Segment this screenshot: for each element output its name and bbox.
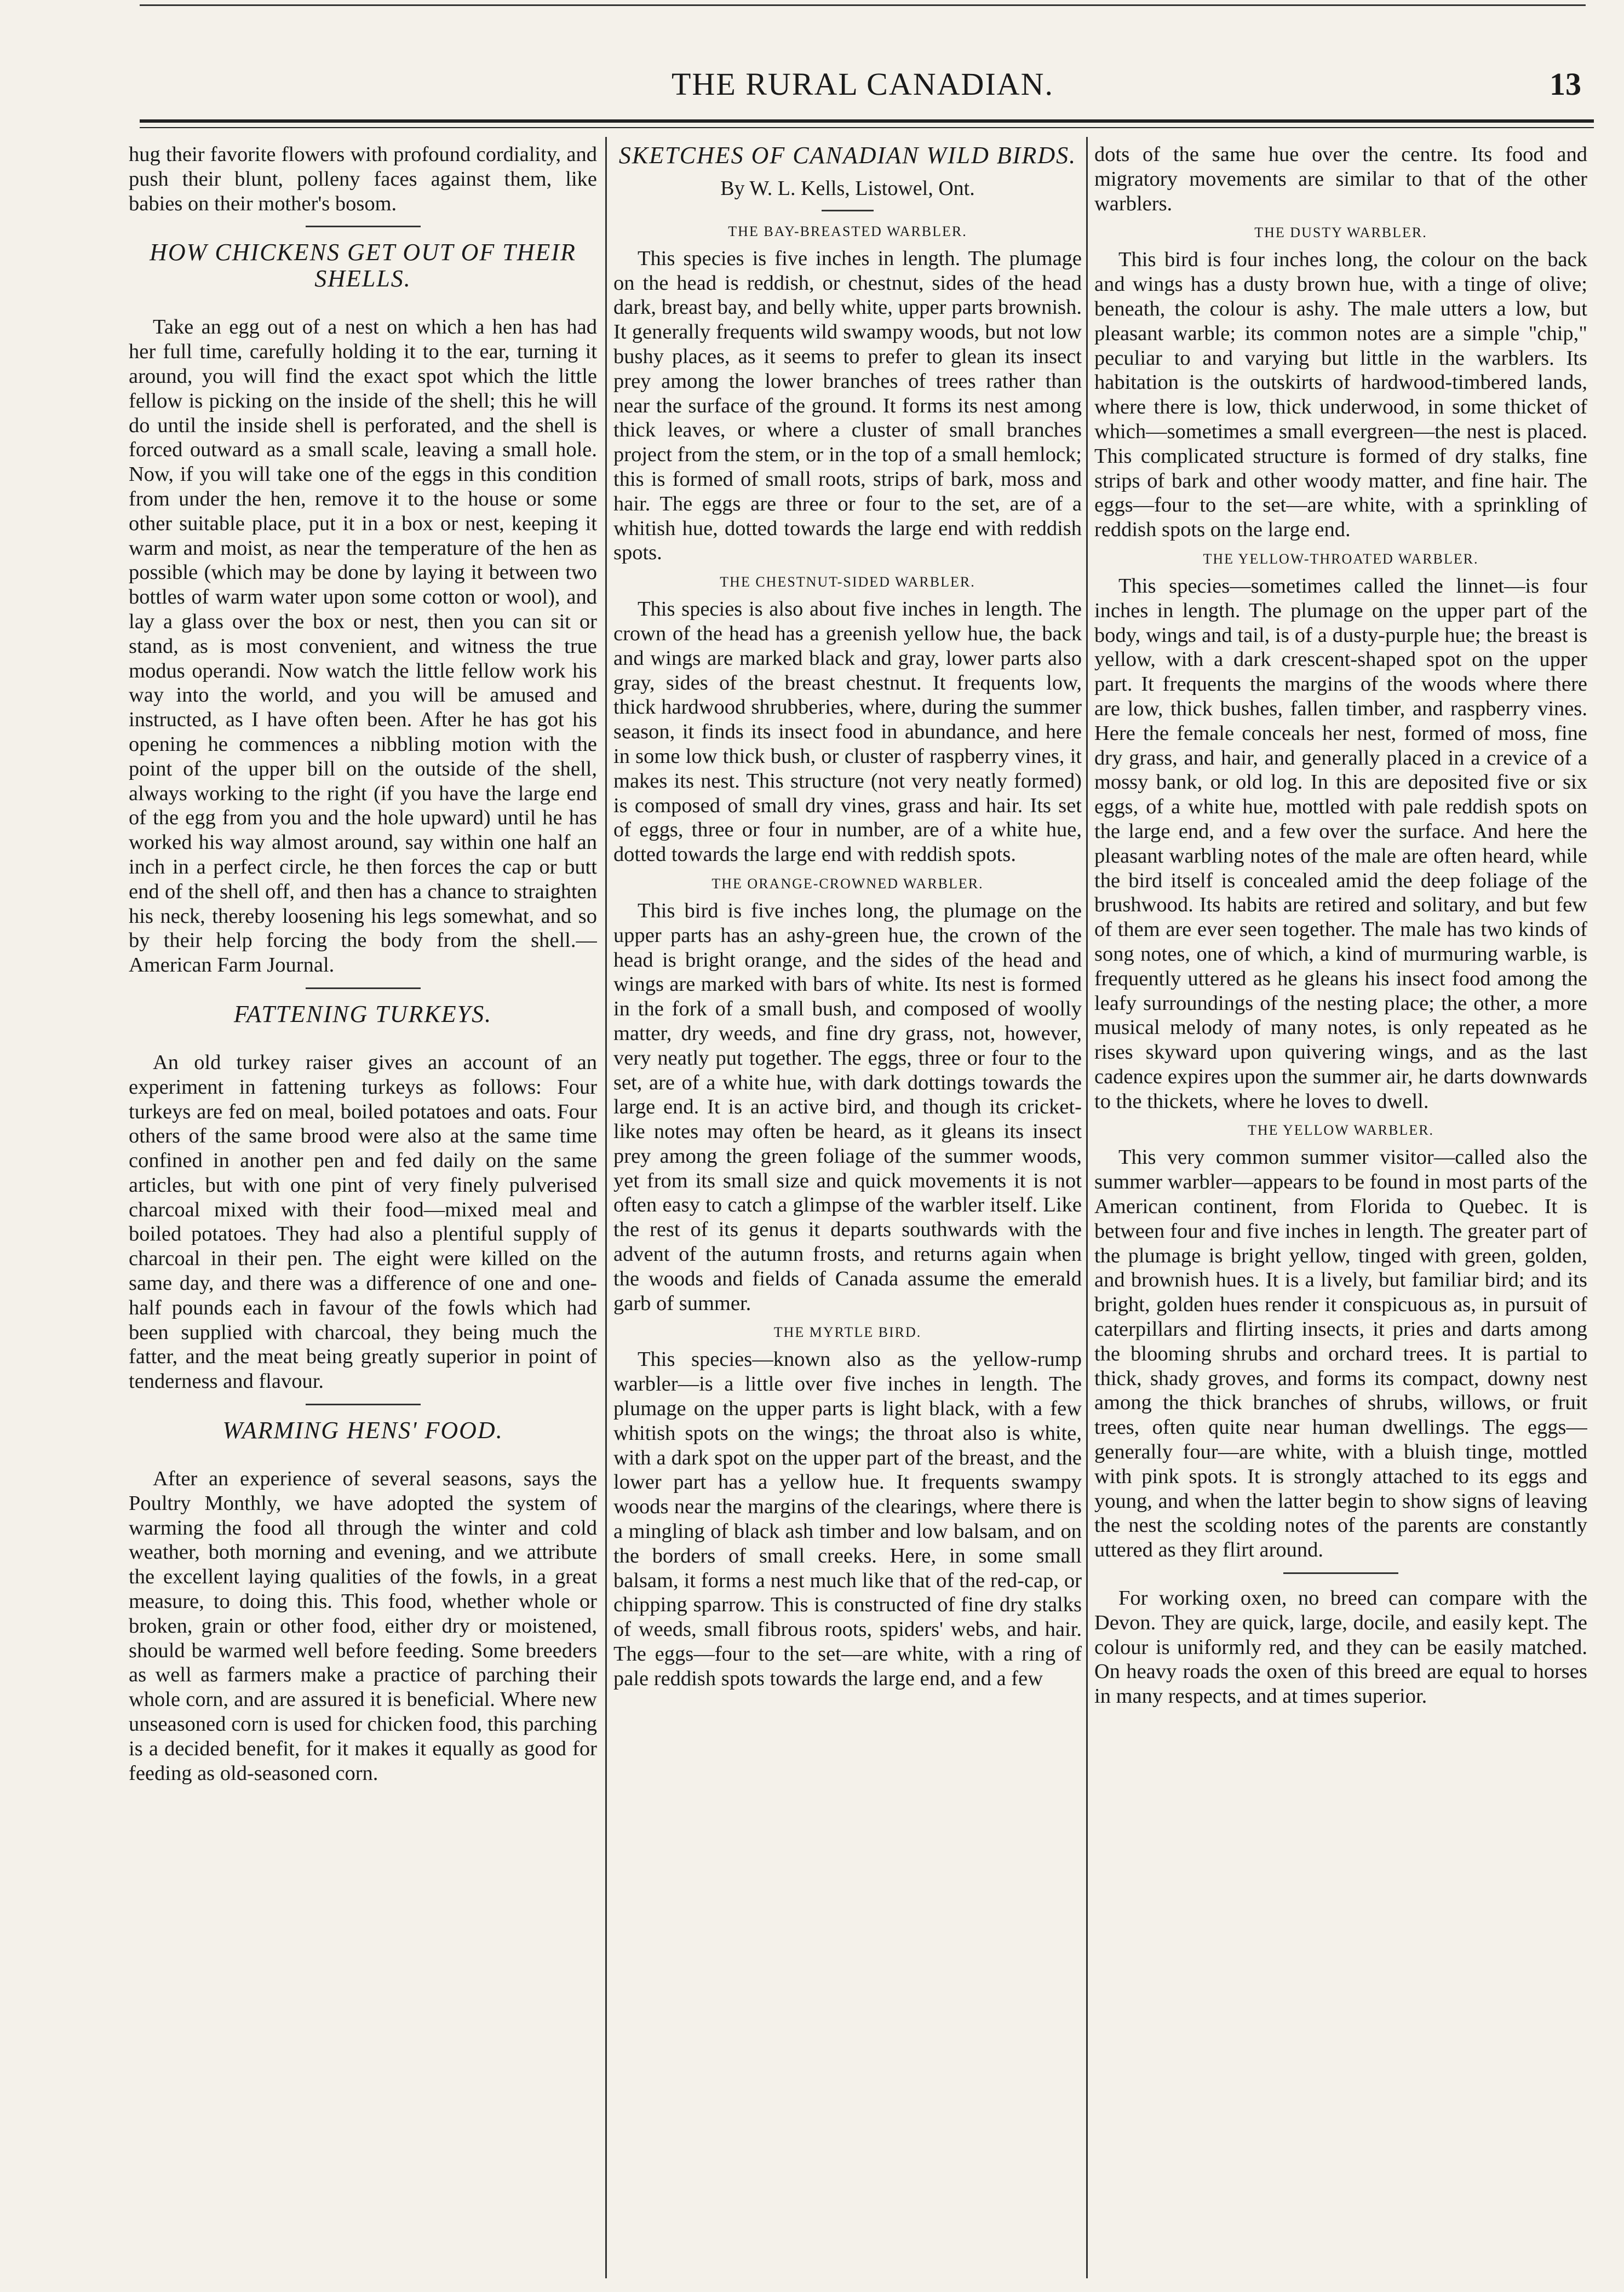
subheading: THE ORANGE-CROWNED WARBLER. <box>711 875 984 892</box>
article-body: This species—known also as the yellow-rump warbler—is a little over five inches in length. The plumage on the upper parts is light black, with a few whitish spots on the wings; the throat also is white, with a dark spot on the upper part of the breast, and the lower part has a yellow hue. It frequents swampy woods near the margins of the clearings, where there is a mingling of black ash timber and low balsam, and on the borders of small creeks. Here, in some small balsam, it forms a nest much like that of the red-cap, or chipping sparrow. This is constructed of fine dry stalks of weeds, small fibrous roots, spiders' webs, and hair. The eggs—four to the set—are white, with a ring of pale reddish spots towards the large end, and a few <box>613 1348 1082 1690</box>
article-continuation: hug their favorite flowers with profound cordiality, and push their blunt, polleny faces against them, like babies on their mother's bosom. <box>129 143 597 215</box>
section-rule <box>822 210 874 211</box>
byline: By W. L. Kells, Listowel, Ont. <box>720 177 975 200</box>
article-body: An old turkey raiser gives an account of an experiment in fattening turkeys as follows: Four turkeys are fed on meal, boiled potatoes and oats. Four others of the same brood were also at the same time confined in another pen and fed daily on the same articles, but with one pint of very finely pulverised charcoal mixed with their food—mixed meal and boiled potatoes. They had also a plentiful supply of charcoal in their pen. The eight were killed on the same day, and there was a difference of one and one-half pounds each in favour of the fowls which had been supplied with charcoal, they being much the fatter, and the meat being greatly superior in point of tenderness and flavour. <box>129 1050 597 1393</box>
article-body: Take an egg out of a nest on which a hen has had her full time, carefully holding it to the ear, turning it around, you will find the exact spot which the little fellow is picking on the inside of the shell; this he will do until the inside shell is perforated, and the shell is forced outward as a small scale, leaving a small hole. Now, if you will take one of the eggs in this condition from under the hen, remove it to the house or some other suitable place, put it in a box or nest, keeping it warm and moist, as near the temperature of the hen as possible (which may be done by laying it between two bottles of warm water upon some cotton or wool), and lay a glass over the box or nest, then you can sit or stand, as is most convenient, and witness the true modus operandi. Now watch the little fellow work his way into the world, and you will be amused and instructed, as I have often been. After he has got his opening he commences a nibbling motion with the point of the upper bill on the outside of the shell, always working to the right (if you have the large end of the egg from you and the hole upward) until he has worked his way almost around, say within one half an inch in a perfect circle, he then forces the cap or butt end of the shell off, and then has a chance to straighten his neck, thereby loosening his legs somewhat, and so by their help forcing the body from the shell.—American Farm Journal. <box>129 315 597 977</box>
section-rule <box>306 987 421 989</box>
subheading: THE BAY-BREASTED WARBLER. <box>728 223 967 239</box>
section-rule <box>1283 1572 1398 1574</box>
top-border <box>140 4 1586 6</box>
subheading: THE MYRTLE BIRD. <box>773 1324 922 1341</box>
column-divider <box>605 137 607 2278</box>
column-3 <box>1094 142 1587 2284</box>
column-2 <box>613 142 1082 2284</box>
section-rule <box>306 226 421 227</box>
article-body: For working oxen, no breed can compare with the Devon. They are quick, large, docile, and easily kept. The colour is uniformly red, and they can be easily matched. On heavy roads the oxen of this breed are equal to horses in many respects, and at times superior. <box>1094 1587 1587 1708</box>
article-body: This bird is five inches long, the plumage on the upper parts has an ashy-green hue, the crown of the head is bright orange, and the sides of the head and wings are marked with bars of white. Its nest is formed in the fork of a small bush, and composed of woolly matter, dry weeds, and fine dry grass, not, however, very neatly put together. The eggs, three or four to the set, are of a white hue, with dark dottings towards the large end. It is an active bird, and though its cricket-like notes may often be heard, as it gleans its insect prey among the green foliage of the summer woods, yet from its small size and quick movements it is not often easy to catch a glimpse of the warbler itself. Like the rest of its genus it departs southwards with the advent of the autumn frosts, and returns again when the woods and fields of Canada assume the emerald garb of summer. <box>613 899 1082 1315</box>
column-divider <box>1086 137 1088 2278</box>
article-title: HOW CHICKENS GET OUT OF THEIR SHELLS. <box>150 239 576 292</box>
article-title: SKETCHES OF CANADIAN WILD BIRDS. <box>618 142 1077 169</box>
section-rule <box>306 1404 421 1405</box>
article-body: After an experience of several seasons, says the Poultry Monthly, we have adopted the system of warming the food all through the winter and cold weather, both morning and evening, and we attribute the excellent laying qualities of the fowls, in a great measure, to doing this. This food, whether whole or broken, grain or other food, either dry or moistened, should be warmed well before feeding. Some breeders as well as farmers make a practice of parching their whole corn, and are assured it is beneficial. Where new unseasoned corn is used for chicken food, this parching is a decided benefit, for it makes it equally as good for feeding as old-seasoned corn. <box>129 1467 597 1785</box>
subheading: THE YELLOW WARBLER. <box>1247 1122 1434 1139</box>
article-body: This very common summer visitor—called also the summer warbler—appears to be found in most parts of the American continent, from Florida to Quebec. It is between four and five inches in length. The greater part of the plumage is bright yellow, tinged with green, golden, and brownish hues. It is a lively, but familiar bird; and its bright, golden hues render it conspicuous as, in pursuit of caterpillars and flirting insects, it pries and darts among the blooming shrubs and orchard trees. It is partial to thick, shady groves, and forms its compact, downy nest among the thick branches of shrubs, willows, or fruit trees, often quite near human dwellings. The eggs—generally four—are white, with a bluish tinge, mottled with pink spots. It is strongly attached to its eggs and young, and when the latter begin to show signs of leaving the nest the scolding notes of the parents are constantly uttered as they flirt around. <box>1094 1146 1587 1562</box>
header-rule-thick <box>140 119 1594 123</box>
publication-title: THE RURAL CANADIAN. <box>672 66 1054 102</box>
subheading: THE YELLOW-THROATED WARBLER. <box>1203 550 1479 567</box>
article-body: This species is also about five inches in length. The crown of the head has a greenish yellow hue, the back and wings are marked black and gray, lower parts also gray, sides of the breast chestnut. It frequents low, thick hardwood shrubberies, where, during the summer season, it finds its insect food in abundance, and here in some low thick bush, or cluster of raspberry vines, it makes its nest. This structure (not very neatly formed) is composed of small dry vines, grass and hair. Its set of eggs, three or four in number, are of a white hue, dotted towards the large end with reddish spots. <box>613 598 1082 866</box>
header-rule-thin <box>140 127 1594 128</box>
article-continuation: dots of the same hue over the centre. Its food and migratory movements are similar to that of the other warblers. <box>1094 143 1587 215</box>
article-body: This species is five inches in length. The plumage on the head is reddish, or chestnut, sides of the head dark, breast bay, and belly white, upper parts brownish. It generally frequents wild swampy woods, but not low bushy places, as it seems to prefer to glean its insect prey among the lower branches of trees rather than near the surface of the ground. It forms its nest among thick leaves, or where a cluster of small branches project from the stem, or in the top of a small hemlock; this is formed of small roots, strips of bark, moss and hair. The eggs are three or four to the set, are of a whitish hue, dotted towards the large end with reddish spots. <box>613 246 1082 565</box>
masthead <box>140 66 1586 115</box>
article-body: This species—sometimes called the linnet—is four inches in length. The plumage on the upper part of the body, wings and tail, is of a dusty-purple hue; the breast is yellow, with a dark crescent-shaped spot on the upper part. It frequents the margins of the woods where there are low, thick bushes, fallen timber, and raspberry vines. Here the female conceals her nest, formed of moss, fine dry grass, and hair, and generally placed in a crevice of a mossy bank, or old log. In this are deposited five or six eggs, of a white hue, mottled with pale reddish spots on the large end, and a few over the surface. And here the pleasant warbling notes of the male are often heard, while the bird itself is concealed amid the deep foliage of the brushwood. Its habits are retired and solitary, and but few of them are ever seen together. The male has two kinds of song notes, one of which, a kind of murmuring warble, is frequently uttered as he gleans his insect food among the leafy surroundings of the nesting place; the other, a more musical melody of many notes, is only repeated as he rises skyward upon quivering wings, and as the last cadence expires upon the summer air, he darts downwards to the thickets, where he loves to dwell. <box>1094 574 1587 1113</box>
page-number: 13 <box>1550 66 1581 102</box>
article-title: WARMING HENS' FOOD. <box>222 1417 503 1444</box>
article-body: This bird is four inches long, the colour on the back and wings has a dusty brown hue, with a tinge of olive; beneath, the colour is ashy. The male utters a low, but pleasant warble; its common notes are a simple "chip," peculiar to and varying but little in the warblers. Its habitation is the outskirts of hardwood-timbered lands, where there is low, thick underwood, in some thicket of which—sometimes a small evergreen—the nest is placed. This complicated structure is formed of dry stalks, fine strips of bark and other woody matter, and fine hair. The eggs—four to the set—are white, with a sprinkling of reddish spots on the large end. <box>1094 248 1587 542</box>
column-1 <box>129 142 597 2284</box>
article-title: FATTENING TURKEYS. <box>233 1000 492 1027</box>
subheading: THE DUSTY WARBLER. <box>1254 225 1427 241</box>
subheading: THE CHESTNUT-SIDED WARBLER. <box>720 574 975 590</box>
